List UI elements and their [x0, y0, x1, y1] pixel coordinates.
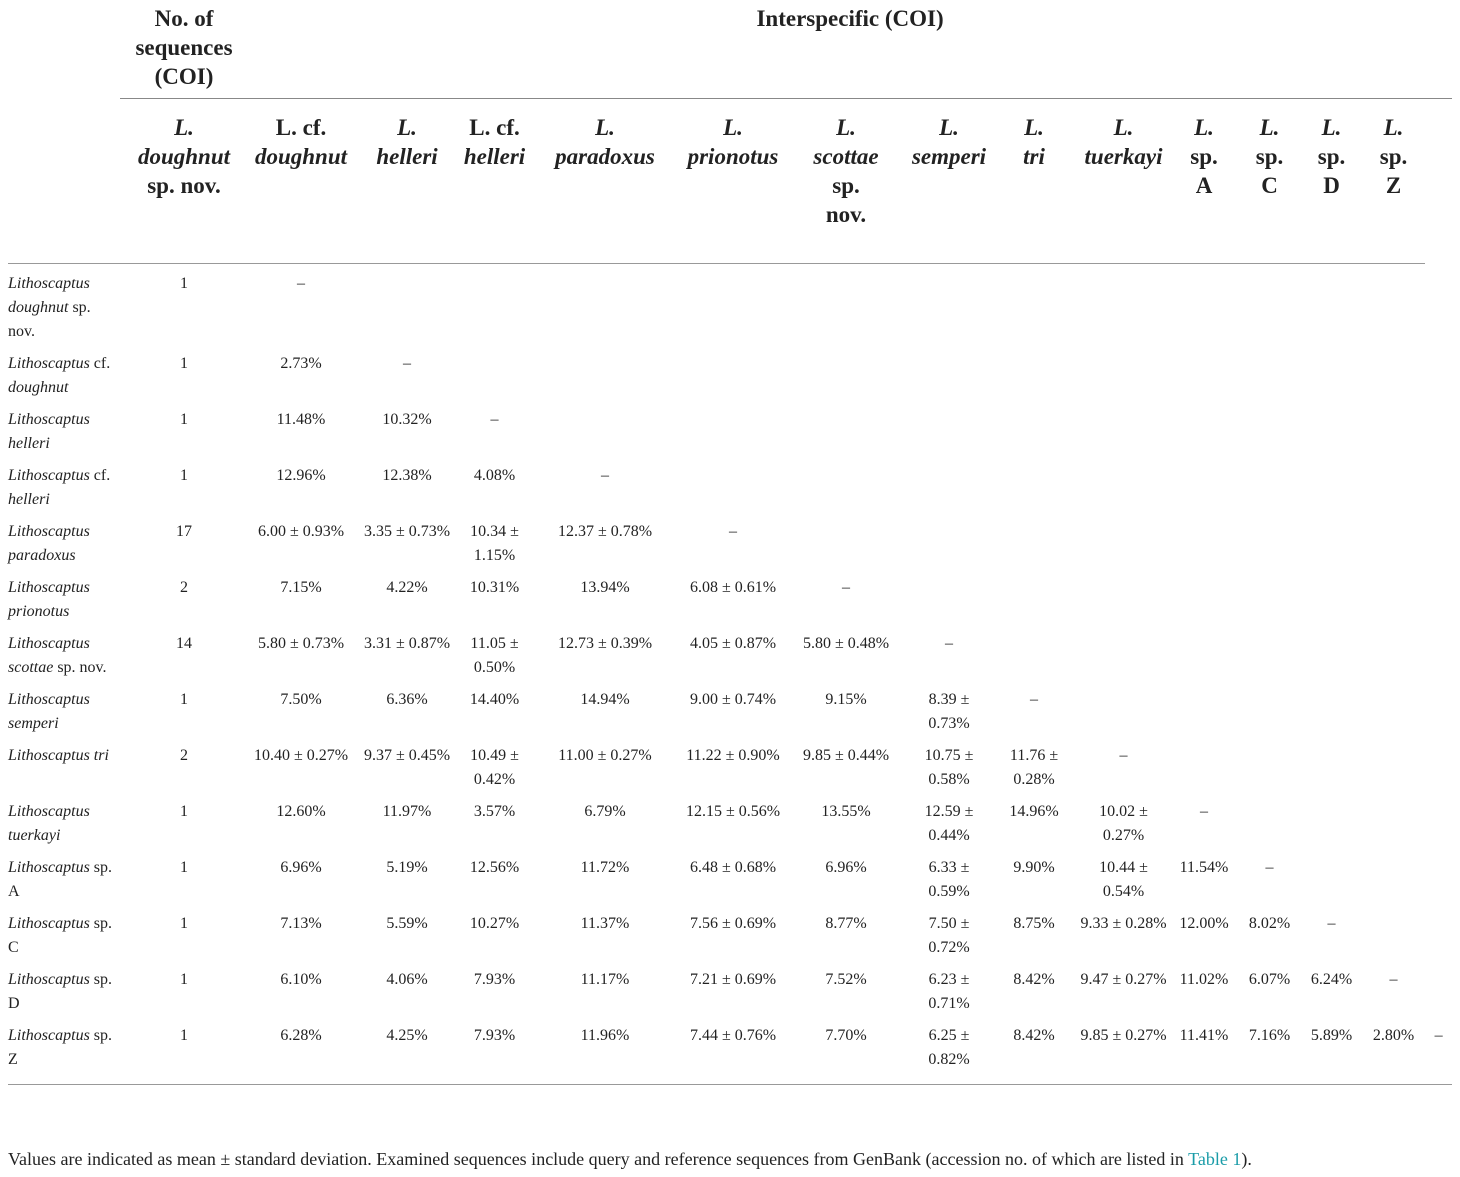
distance-cell: 8.42%: [991, 1016, 1077, 1085]
species-name: Lithoscaptus doughnut sp. nov.: [8, 275, 91, 340]
distance-cell: 6.33 ± 0.59%: [928, 859, 970, 900]
distance-cell: [1425, 344, 1452, 400]
distance-cell: [1238, 568, 1301, 624]
table-row: [8, 680, 1452, 736]
table-row: [8, 736, 1452, 792]
distance-cell: [785, 400, 907, 456]
distance-cell: [907, 400, 991, 456]
distance-cell: 7.16%: [1238, 1016, 1301, 1085]
distance-cell: [354, 264, 460, 345]
distance-cell: 9.15%: [825, 691, 867, 708]
distance-cell: [1362, 456, 1425, 512]
distance-cell: 5.80 ± 0.48%: [802, 635, 890, 652]
distance-cell: –: [403, 355, 411, 372]
distance-cell: [1301, 792, 1362, 848]
distance-cell: 7.93%: [473, 971, 516, 988]
distance-cell: [907, 512, 991, 568]
distance-cell: [907, 344, 991, 400]
distance-cell: 10.32%: [382, 411, 432, 428]
column-header: L. prionotus: [681, 99, 785, 264]
distance-cell: –: [601, 467, 609, 484]
species-name: Lithoscaptus cf. doughnut: [8, 355, 111, 396]
sequence-count: 2: [180, 579, 188, 596]
distance-cell: [1238, 344, 1301, 400]
distance-cell: [1362, 512, 1425, 568]
distance-cell: [1077, 568, 1170, 624]
distance-cell: 12.96%: [276, 467, 326, 484]
distance-cell: 11.05 ± 0.50%: [470, 635, 519, 676]
distance-cell: 14.40%: [469, 691, 520, 708]
species-name: Lithoscaptus semperi: [8, 691, 90, 732]
distance-cell: 3.57%: [473, 803, 516, 820]
distance-cell: [991, 456, 1077, 512]
distance-cell: 10.75 ± 0.58%: [924, 747, 974, 788]
distance-cell: 9.00 ± 0.74%: [689, 691, 777, 708]
distance-cell: 10.44 ± 0.54%: [1099, 859, 1148, 900]
distance-cell: –: [945, 635, 953, 652]
species-name: Lithoscaptus tri: [8, 747, 109, 764]
distance-cell: [1362, 904, 1425, 960]
distance-cell: 4.08%: [473, 467, 516, 484]
distance-cell: [991, 568, 1077, 624]
distance-cell: 6.48 ± 0.68%: [689, 859, 777, 876]
distance-cell: 12.38%: [382, 467, 432, 484]
distance-cell: 6.25 ± 0.82%: [907, 1016, 991, 1085]
distance-cell: [1238, 680, 1301, 736]
distance-cell: [785, 512, 907, 568]
distance-cell: [785, 456, 907, 512]
distance-cell: 4.06%: [386, 971, 428, 988]
sequence-count: 1: [180, 411, 188, 428]
distance-cell: [1170, 344, 1238, 400]
distance-cell: [1425, 400, 1452, 456]
distance-cell: [1362, 568, 1425, 624]
sequence-count: 1: [180, 355, 188, 372]
distance-cell: [681, 344, 785, 400]
distance-cell: –: [297, 275, 305, 292]
table-row: [8, 344, 1452, 400]
distance-cell: [1425, 960, 1452, 1016]
distance-cell: 8.77%: [825, 915, 867, 932]
distance-cell: [1238, 400, 1301, 456]
table-1-link[interactable]: Table 1: [1188, 1149, 1242, 1169]
distance-cell: 6.10%: [280, 971, 322, 988]
distance-cell: [1170, 624, 1238, 680]
distance-cell: 7.50 ± 0.72%: [928, 915, 970, 956]
distance-cell: [907, 568, 991, 624]
distance-cell: [1077, 624, 1170, 680]
distance-cell: [1170, 400, 1238, 456]
column-header: L. helleri: [354, 99, 460, 264]
distance-cell: [1362, 792, 1425, 848]
distance-cell: [1425, 848, 1452, 904]
distance-cell: [1425, 904, 1452, 960]
distance-cell: [681, 456, 785, 512]
distance-cell: [1301, 456, 1362, 512]
table-row: [8, 264, 1452, 345]
distance-cell: [1170, 680, 1238, 736]
sequence-count: 14: [176, 635, 192, 652]
distance-cell: [1362, 736, 1425, 792]
distance-cell: [1077, 456, 1170, 512]
distance-cell: [907, 264, 991, 345]
distance-cell: 12.73 ± 0.39%: [557, 635, 653, 652]
table-row: [8, 512, 1452, 568]
distance-cell: 11.96%: [529, 1016, 681, 1085]
distance-cell: [1238, 512, 1301, 568]
column-header: L. tri: [991, 99, 1077, 264]
table-row: [8, 1016, 1452, 1085]
distance-cell: 5.89%: [1301, 1016, 1362, 1085]
distance-cell: [1362, 624, 1425, 680]
distance-cell: [1425, 456, 1452, 512]
distance-cell: [1238, 736, 1301, 792]
distance-cell: [1362, 400, 1425, 456]
distance-cell: [460, 344, 529, 400]
distance-cell: 6.36%: [386, 691, 428, 708]
distance-cell: –: [1425, 1016, 1452, 1085]
distance-cell: 6.96%: [825, 859, 867, 876]
distance-cell: [1170, 456, 1238, 512]
distance-cell: [1362, 264, 1425, 345]
column-header: L. sp. A: [1170, 99, 1238, 264]
header-row-groups: [8, 0, 1452, 99]
distance-cell: [1301, 680, 1362, 736]
distance-cell: 10.34 ± 1.15%: [470, 523, 519, 564]
distance-cell: 10.02 ± 0.27%: [1099, 803, 1148, 844]
distance-cell: 14.96%: [1009, 803, 1059, 820]
distance-cell: [1425, 568, 1452, 624]
distance-cell: 10.40 ± 0.27%: [253, 747, 349, 764]
column-header: L. scottae sp. nov.: [785, 99, 907, 264]
distance-cell: [991, 512, 1077, 568]
distance-cell: [1362, 848, 1425, 904]
distance-cell: 8.39 ± 0.73%: [928, 691, 970, 732]
distance-cell: 6.96%: [280, 859, 322, 876]
distance-cell: 12.60%: [276, 803, 326, 820]
distance-cell: 9.33 ± 0.28%: [1080, 915, 1167, 932]
header-row-species: [8, 99, 1452, 264]
distance-cell: 11.02%: [1179, 971, 1229, 988]
interspecific-header: Interspecific (COI): [248, 0, 1452, 99]
distance-cell: [991, 264, 1077, 345]
distance-cell: [529, 344, 681, 400]
table-row: [8, 456, 1452, 512]
distance-cell: [785, 344, 907, 400]
distance-cell: –: [842, 579, 850, 596]
distance-cell: 6.07%: [1248, 971, 1291, 988]
distance-cell: 6.08 ± 0.61%: [689, 579, 777, 596]
distance-cell: [1301, 344, 1362, 400]
distance-cell: 7.50%: [280, 691, 322, 708]
sequence-count: 1: [180, 859, 188, 876]
column-header: L. tuerkayi: [1077, 99, 1170, 264]
species-name: Lithoscaptus sp. C: [8, 915, 113, 956]
column-header: L. cf. helleri: [460, 99, 529, 264]
sequence-count: 1: [180, 691, 188, 708]
species-name: Lithoscaptus prionotus: [8, 579, 90, 620]
distance-cell: 12.59 ± 0.44%: [924, 803, 974, 844]
column-header: L. sp. C: [1238, 99, 1301, 264]
distance-cell: 7.52%: [825, 971, 867, 988]
table-row: [8, 848, 1452, 904]
distance-cell: 8.75%: [1013, 915, 1055, 932]
distance-cell: [1425, 792, 1452, 848]
species-name: Lithoscaptus helleri: [8, 411, 90, 452]
distance-cell: 6.24%: [1310, 971, 1353, 988]
distance-cell: 11.54%: [1179, 859, 1229, 876]
distance-cell: 7.93%: [460, 1016, 529, 1085]
species-name: Lithoscaptus sp. A: [8, 859, 113, 900]
sequence-count: 2: [180, 747, 188, 764]
distance-cell: –: [1119, 747, 1128, 764]
distance-cell: 11.48%: [276, 411, 326, 428]
table-row: [8, 568, 1452, 624]
distance-cell: [1170, 512, 1238, 568]
distance-cell: [1301, 400, 1362, 456]
distance-cell: 7.13%: [280, 915, 322, 932]
distance-cell: 5.59%: [386, 915, 428, 932]
distance-cell: [1425, 624, 1452, 680]
distance-cell: [991, 624, 1077, 680]
distance-cell: 11.17%: [580, 971, 630, 988]
distance-cell: 7.70%: [785, 1016, 907, 1085]
column-header: L. doughnut sp. nov.: [120, 99, 248, 264]
distance-cell: 6.00 ± 0.93%: [257, 523, 345, 540]
distance-cell: [681, 400, 785, 456]
sequence-count: 1: [180, 971, 188, 988]
sequence-count: 1: [180, 803, 188, 820]
distance-cell: [1238, 456, 1301, 512]
distance-cell: 9.47 ± 0.27%: [1080, 971, 1167, 988]
distance-cell: [1077, 400, 1170, 456]
distance-cell: 4.22%: [386, 579, 428, 596]
distance-cell: [681, 264, 785, 345]
column-header: L. sp. Z: [1362, 99, 1425, 264]
sequence-count: 1: [180, 467, 188, 484]
distance-cell: [1238, 792, 1301, 848]
distance-cell: [1362, 344, 1425, 400]
species-name: Lithoscaptus sp. D: [8, 971, 113, 1012]
column-header: L. paradoxus: [529, 99, 681, 264]
distance-cell: 3.35 ± 0.73%: [363, 523, 451, 540]
distance-cell: 7.21 ± 0.69%: [689, 971, 777, 988]
distance-cell: 12.56%: [469, 859, 520, 876]
table-footnote: Values are indicated as mean ± standard deviation. Examined sequences include query and reference sequences from GenBank (accession no. of which are listed in Table 1).: [8, 1149, 1252, 1169]
distance-cell: 10.31%: [469, 579, 520, 596]
distance-cell: 12.00%: [1179, 915, 1229, 932]
distance-cell: 11.00 ± 0.27%: [558, 747, 652, 764]
distance-cell: 4.05 ± 0.87%: [689, 635, 777, 652]
table-row: [8, 792, 1452, 848]
distance-cell: 12.37 ± 0.78%: [557, 523, 653, 540]
distance-cell: 11.37%: [580, 915, 630, 932]
distance-cell: –: [1265, 859, 1274, 876]
sequence-count: 1: [180, 915, 188, 932]
distance-cell: 9.85 ± 0.27%: [1077, 1016, 1170, 1085]
distance-cell: 9.85 ± 0.44%: [802, 747, 890, 764]
distance-cell: 2.73%: [280, 355, 322, 372]
distance-cell: [1077, 344, 1170, 400]
distance-cell: [785, 264, 907, 345]
distance-cell: [1425, 680, 1452, 736]
distance-cell: [1301, 736, 1362, 792]
distance-cell: –: [1389, 971, 1398, 988]
distance-cell: 2.80%: [1362, 1016, 1425, 1085]
distance-cell: 11.41%: [1170, 1016, 1238, 1085]
distance-cell: 6.28%: [248, 1016, 354, 1085]
distance-cell: [1301, 568, 1362, 624]
distance-cell: [460, 264, 529, 345]
distance-cell: [1077, 680, 1170, 736]
distance-cell: [1362, 680, 1425, 736]
distance-cell: 7.44 ± 0.76%: [681, 1016, 785, 1085]
column-header: L. semperi: [907, 99, 991, 264]
column-header: L. sp. D: [1301, 99, 1362, 264]
distance-cell: 11.76 ± 0.28%: [1009, 747, 1059, 788]
distance-cell: 6.79%: [584, 803, 626, 820]
distance-cell: [1301, 264, 1362, 345]
species-name: Lithoscaptus sp. Z: [8, 1016, 120, 1085]
distance-cell: 5.19%: [386, 859, 428, 876]
distance-table: [8, 0, 1452, 1085]
distance-cell: –: [1200, 803, 1208, 820]
distance-cell: [907, 456, 991, 512]
distance-cell: 8.42%: [1013, 971, 1055, 988]
distance-cell: 11.22 ± 0.90%: [686, 747, 780, 764]
distance-cell: [1425, 736, 1452, 792]
species-name: Lithoscaptus cf. helleri: [8, 467, 111, 508]
distance-cell: –: [1030, 691, 1038, 708]
distance-cell: 11.72%: [580, 859, 630, 876]
distance-cell: –: [490, 411, 499, 428]
distance-cell: [1170, 568, 1238, 624]
table-body: [8, 264, 1452, 1085]
distance-cell: 13.94%: [580, 579, 630, 596]
distance-cell: [1077, 264, 1170, 345]
distance-cell: [1301, 848, 1362, 904]
distance-cell: [1425, 264, 1452, 345]
distance-cell: 5.80 ± 0.73%: [257, 635, 345, 652]
distance-cell: 9.37 ± 0.45%: [363, 747, 451, 764]
distance-cell: 14.94%: [580, 691, 630, 708]
distance-cell: 7.56 ± 0.69%: [689, 915, 777, 932]
distance-cell: 11.97%: [382, 803, 432, 820]
table-row: [8, 904, 1452, 960]
distance-cell: [1238, 264, 1301, 345]
species-column-header: [8, 99, 120, 264]
distance-cell: [1238, 624, 1301, 680]
distance-cell: [991, 344, 1077, 400]
species-name: Lithoscaptus scottae sp. nov.: [8, 635, 107, 676]
distance-cell: [529, 264, 681, 345]
distance-cell: [1425, 512, 1452, 568]
sequence-count: 17: [176, 523, 192, 540]
distance-cell: 7.15%: [280, 579, 322, 596]
distance-cell: 9.90%: [1013, 859, 1055, 876]
distance-cell: 8.02%: [1248, 915, 1291, 932]
distance-cell: [991, 400, 1077, 456]
distance-cell: [1170, 736, 1238, 792]
species-header-blank: [8, 0, 120, 99]
column-header: L. cf. doughnut: [248, 99, 354, 264]
distance-cell: [1301, 512, 1362, 568]
distance-cell: 13.55%: [821, 803, 871, 820]
nseq-header: No. of sequences (COI): [120, 0, 248, 99]
table-row: [8, 400, 1452, 456]
table-row: [8, 624, 1452, 680]
species-name: Lithoscaptus tuerkayi: [8, 803, 90, 844]
sequence-count: 1: [120, 1016, 248, 1085]
distance-cell: 4.25%: [354, 1016, 460, 1085]
sequence-count: 1: [180, 275, 188, 292]
distance-cell: [1170, 264, 1238, 345]
distance-cell: 10.49 ± 0.42%: [470, 747, 519, 788]
distance-cell: –: [729, 523, 737, 540]
distance-cell: [1077, 512, 1170, 568]
distance-cell: 10.27%: [469, 915, 520, 932]
distance-cell: [1301, 624, 1362, 680]
species-name: Lithoscaptus paradoxus: [8, 523, 90, 564]
distance-cell: 3.31 ± 0.87%: [363, 635, 451, 652]
table-row: [8, 960, 1452, 1016]
distance-cell: 12.15 ± 0.56%: [685, 803, 781, 820]
distance-cell: –: [1327, 915, 1336, 932]
distance-cell: [529, 400, 681, 456]
distance-cell: 6.23 ± 0.71%: [928, 971, 970, 1012]
